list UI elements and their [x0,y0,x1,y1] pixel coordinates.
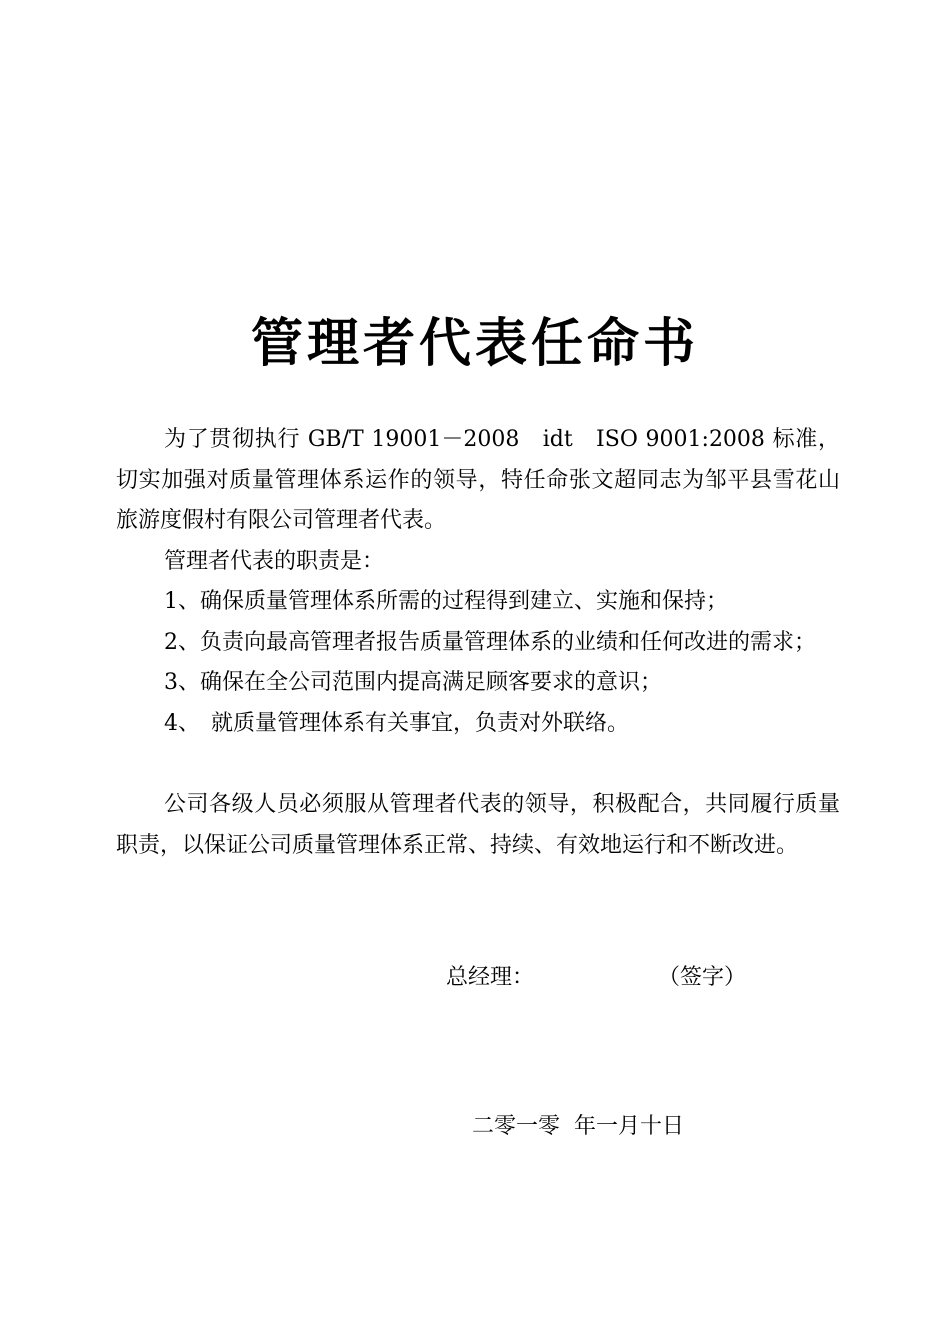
duty-item-1: 1、确保质量管理体系所需的过程得到建立、实施和保持； [164,589,728,614]
closing-paragraph: 公司各级人员必须服从管理者代表的领导，积极配合，共同履行质量职责，以保证公司质量管理体系正常、持续、有效地运行和不断改进。 [116,792,840,858]
duties-heading: 管理者代表的职责是： [164,548,385,574]
document-date: 二零一零 年一月十日 [472,1114,684,1139]
document-body [116,420,840,866]
duty-item-4: 4、 就质量管理体系有关事宜，负责对外联络。 [164,710,629,736]
signature-note: （签字） [658,965,747,990]
paragraph-spacer [116,744,840,785]
duty-item-2: 2、负责向最高管理者报告质量管理体系的业绩和任何改进的需求； [164,629,816,655]
duty-item-3: 3、确保在全公司范围内提高满足顾客要求的意识； [164,670,662,695]
document-title: 管理者代表任命书 [250,313,699,374]
intro-paragraph: 为了贯彻执行 GB/T 19001－2008 idt ISO 9001:2008 标准，切实加强对质量管理体系运作的领导，特任命张文超同志为邹平县雪花山旅游度假村有限公司管理者代表。 [116,427,840,533]
signature-label: 总经理： [446,965,535,990]
